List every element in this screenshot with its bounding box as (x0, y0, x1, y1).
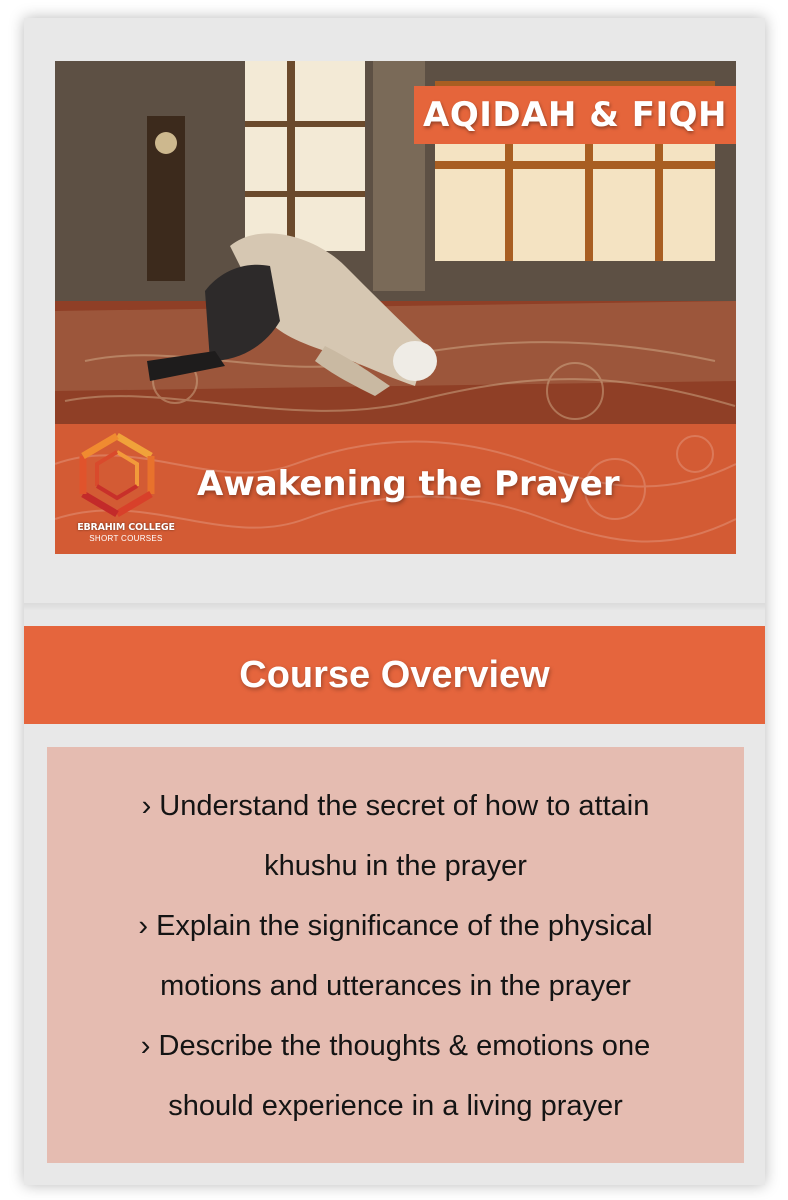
category-badge: AQIDAH & FIQH (414, 86, 736, 144)
overview-objectives (47, 747, 744, 1163)
hero-banner (55, 61, 736, 554)
course-title: Awakening the Prayer (197, 464, 620, 504)
section-separator (24, 603, 765, 611)
objective-item: › Explain the significance of the physical motions and utterances in the prayer (138, 910, 653, 1002)
brand-name: EBRAHIM COLLEGE (77, 522, 175, 533)
title-band (55, 424, 736, 554)
course-card (24, 18, 765, 1185)
brand-subtitle: SHORT COURSES (89, 534, 163, 543)
window-left (245, 61, 365, 251)
objective-item: › Describe the thoughts & emotions one should experience in a living prayer (140, 1030, 651, 1122)
logo-hexagon-icon (71, 430, 163, 522)
overview-title: Course Overview (239, 654, 550, 696)
overview-header (24, 626, 765, 724)
ebrahim-college-logo (71, 430, 181, 548)
objective-item: › Understand the secret of how to attain khushu in the prayer (141, 790, 650, 882)
